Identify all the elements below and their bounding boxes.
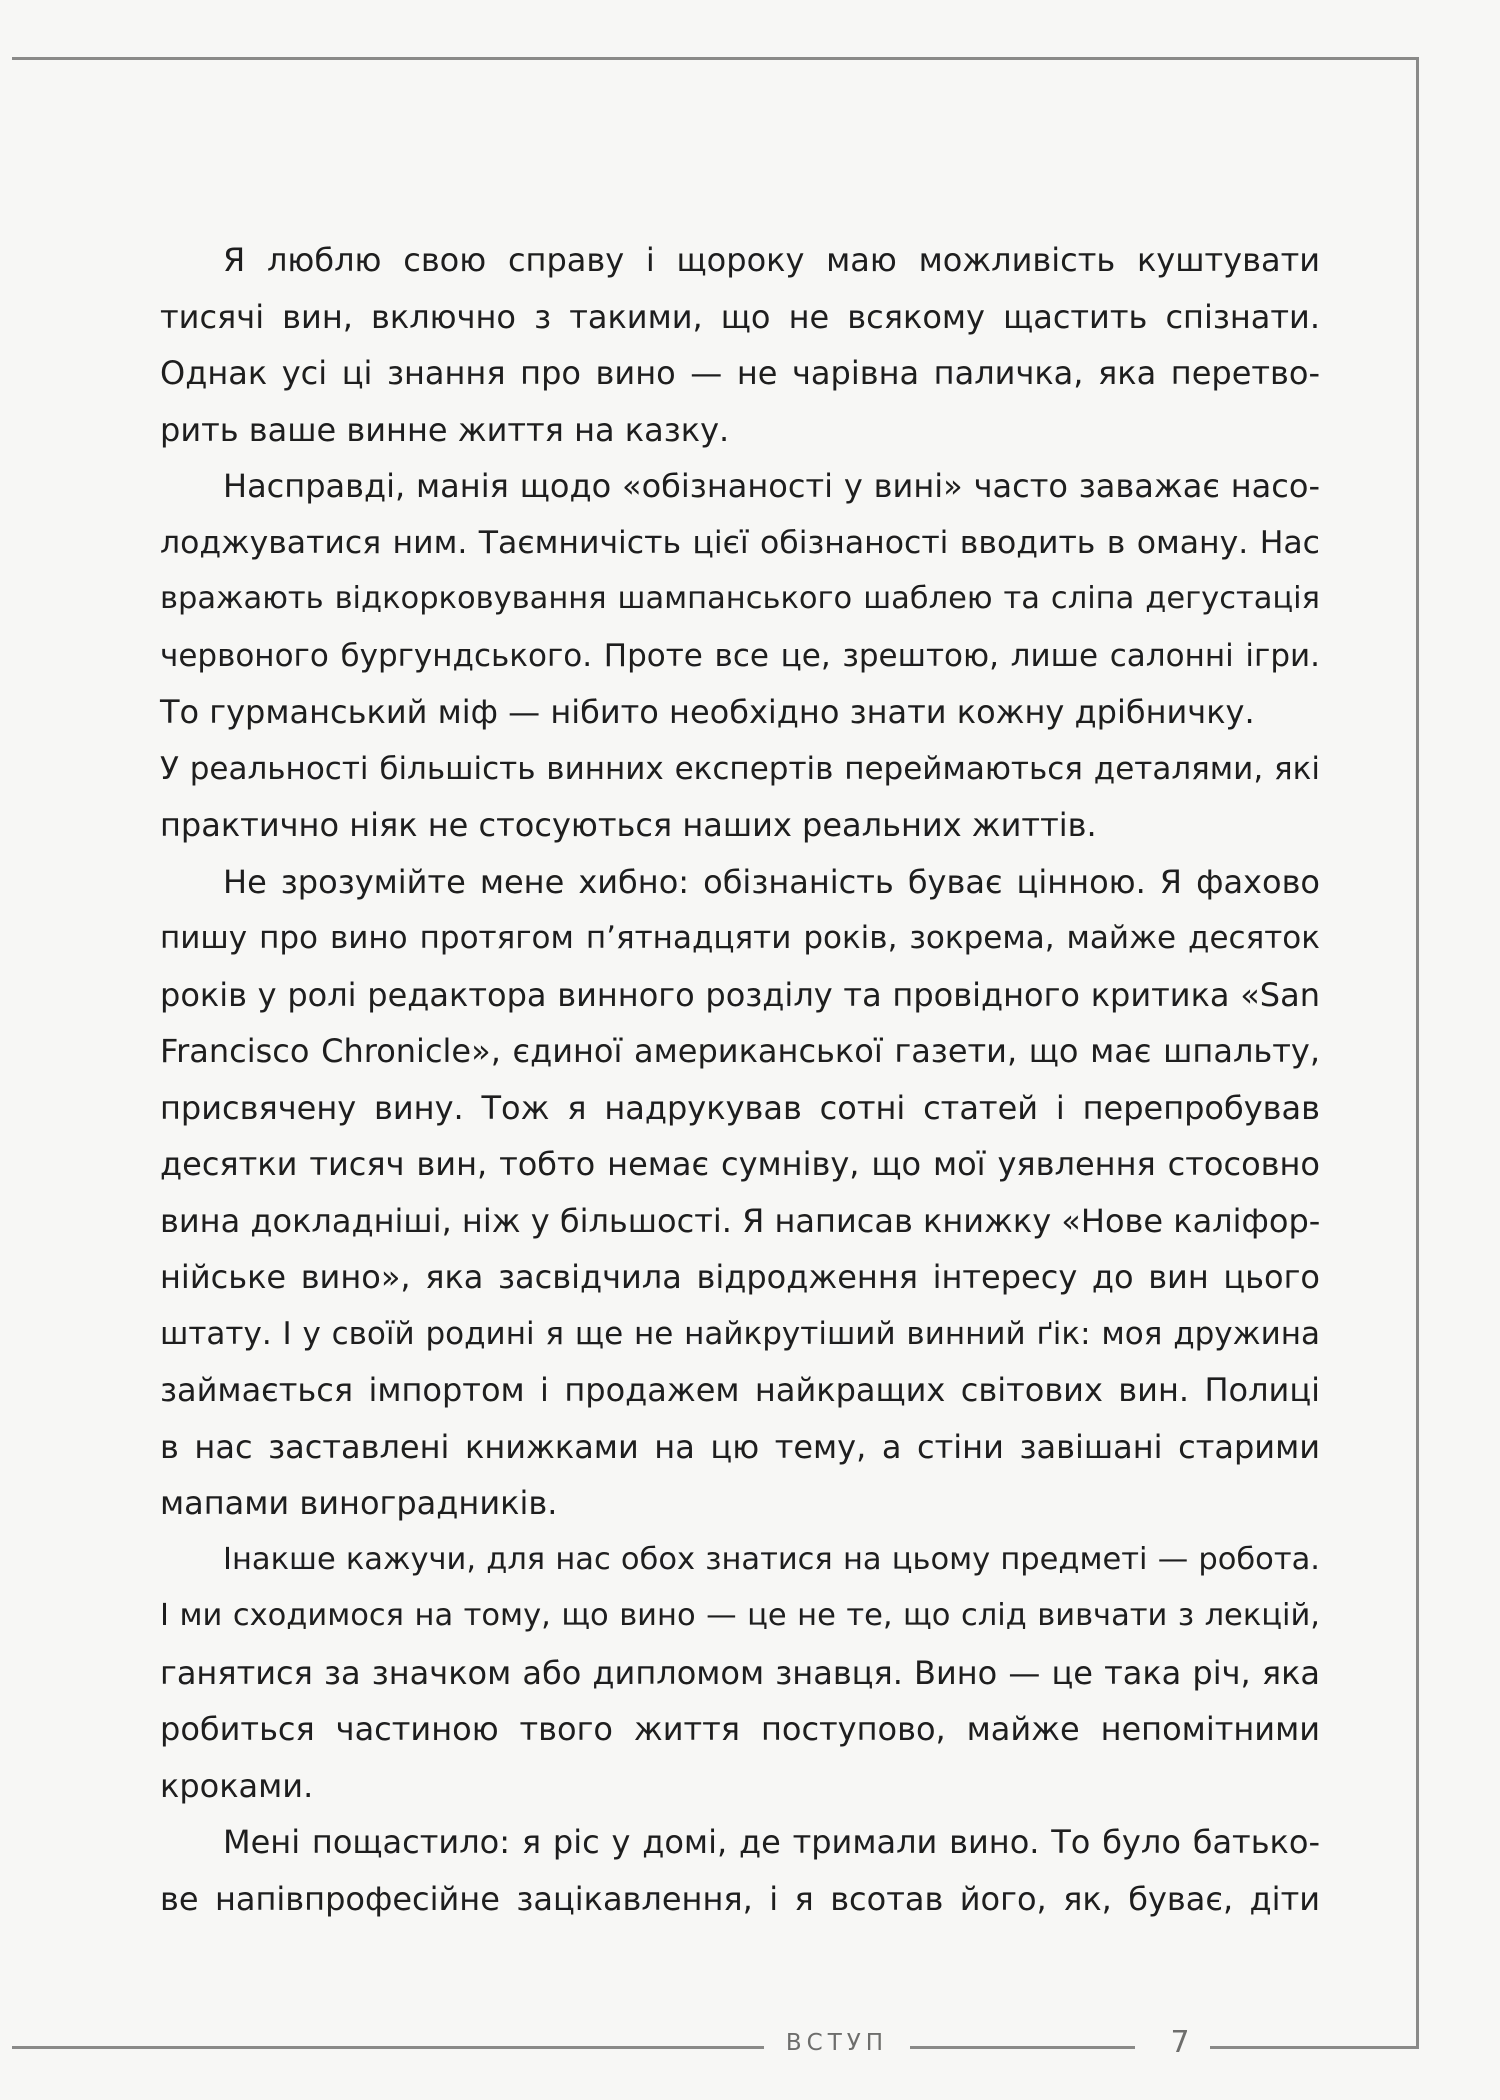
text-line: Francisco Chronicle», єдиної американської газети, що має шпальту, — [160, 1032, 1320, 1070]
text-line: присвячену вину. Тож я надрукував сотні статей і перепробував — [160, 1088, 1320, 1127]
text-line: ве напівпрофесійне зацікавлення, і я всотав його, як, буває, діти — [160, 1879, 1320, 1918]
text-line: вина докладніші, ніж у більшості. Я написав книжку «Нове каліфор- — [160, 1201, 1321, 1240]
text-line: рить ваше винне життя на казку. — [160, 410, 730, 449]
text-line: тисячі вин, включно з такими, що не всякому щастить спізнати. — [160, 297, 1320, 336]
footer-rule-middle — [910, 2046, 1135, 2049]
page-frame-right-rule — [1416, 57, 1419, 2048]
text-line: червоного бургундського. Проте все це, зрештою, лише салонні ігри. — [160, 637, 1320, 674]
text-line: штату. І у своїй родині я ще не найкрутіший винний ґік: моя дружина — [160, 1315, 1320, 1352]
text-line: робиться частиною твого життя поступово, майже непомітними — [160, 1710, 1320, 1748]
paragraph-first-line: Не зрозумійте мене хибно: обізнаність буває цінною. Я фахово — [223, 862, 1320, 901]
running-footer-section-title: ВСТУП — [785, 2030, 889, 2056]
text-line: І ми сходимося на тому, що вино — це не те, що слід вивчати з лекцій, — [160, 1598, 1320, 1633]
text-line: нійське вино», яка засвідчила відродження інтересу до вин цього — [160, 1258, 1320, 1296]
text-line: вражають відкорковування шампанського шаблею та сліпа дегустація — [160, 581, 1320, 616]
text-line: ганятися за значком або дипломом знавця. Вино — це така річ, яка — [160, 1653, 1320, 1692]
text-line: десятки тисяч вин, тобто немає сумніву, що мої уявлення стосовно — [160, 1145, 1320, 1183]
page-number: 7 — [1170, 2025, 1190, 2060]
text-line: Однак усі ці знання про вино — не чарівна паличка, яка перетво- — [160, 354, 1320, 392]
text-line: лоджуватися ним. Таємничість цієї обізнаності вводить в оману. Нас — [160, 524, 1320, 561]
body-text — [160, 232, 1320, 1927]
text-line: практично ніяк не стосуються наших реальних життів. — [160, 806, 1097, 844]
paragraph-first-line: Насправді, манія щодо «обізнаності у вині» часто заважає насо- — [223, 467, 1320, 505]
footer-rule-left — [12, 2046, 764, 2049]
text-line: пишу про вино протягом п’ятнадцяти років, зокрема, майже десяток — [160, 920, 1320, 956]
text-line: в нас заставлені книжками на цю тему, а стіни завішані старими — [160, 1427, 1320, 1466]
text-line: років у ролі редактора винного розділу та провідного критика «San — [160, 975, 1320, 1014]
text-line: У реальності більшість винних експертів переймаються деталями, які — [160, 750, 1320, 787]
footer-rule-right — [1210, 2046, 1419, 2049]
paragraph-first-line: Я люблю свою справу і щороку маю можливість куштувати — [223, 241, 1320, 279]
text-line: мапами виноградників. — [160, 1484, 558, 1522]
page-frame-top-rule — [12, 57, 1419, 60]
paragraph-first-line: Інакше кажучи, для нас обох знатися на цьому предметі — робота. — [223, 1541, 1320, 1577]
text-line: кроками. — [160, 1766, 314, 1805]
text-line: займається імпортом і продажем найкращих світових вин. Полиці — [160, 1371, 1320, 1409]
paragraph-first-line: Мені пощастило: я ріс у домі, де тримали вино. То було батько- — [223, 1823, 1320, 1861]
text-line: То гурманський міф — нібито необхідно знати кожну дрібничку. — [160, 693, 1255, 731]
